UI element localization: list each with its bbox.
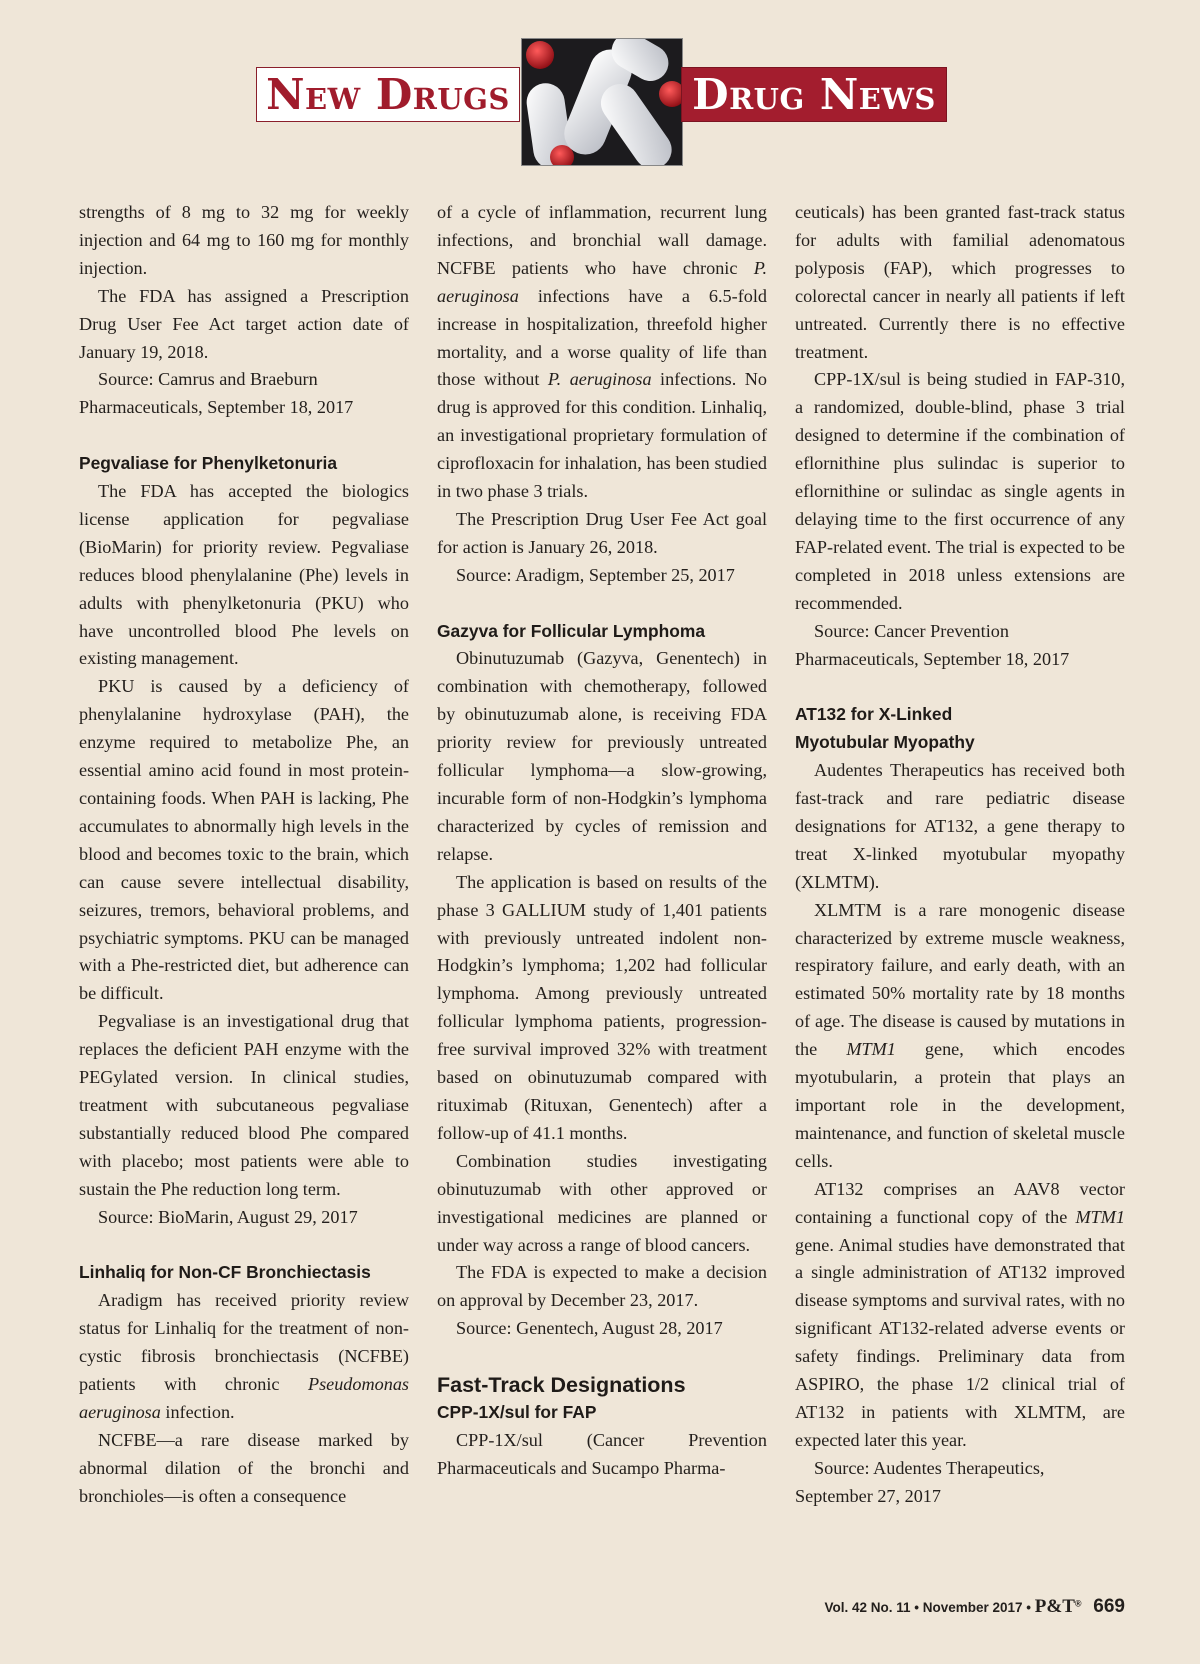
column-1	[79, 199, 409, 1511]
new-drugs-label: New Drugs	[266, 70, 510, 119]
source-line: Source: Genentech, August 28, 2017	[456, 1318, 723, 1339]
article-heading: Gazyva for Follicular Lymphoma	[437, 620, 706, 641]
page-footer	[650, 1596, 1125, 1618]
page-number: 669	[1093, 1596, 1125, 1617]
source-line: Source: BioMarin, August 29, 2017	[98, 1206, 358, 1227]
article-heading: Pegvaliase for Phenylketonuria	[79, 453, 338, 474]
section-spacer	[79, 1232, 409, 1260]
registered-mark: ®	[1074, 1598, 1082, 1609]
pills-photo	[521, 38, 683, 166]
section-spacer	[437, 590, 767, 618]
section-label-drug-news	[681, 67, 947, 122]
source-line: Source: Audentes Therapeutics, September 27, 2017	[795, 1457, 1045, 1506]
source-line: Source: Cancer Prevention Pharmaceuticals, September 18, 2017	[795, 620, 1070, 669]
issue-info: Vol. 42 No. 11 • November 2017 •	[824, 1600, 1032, 1615]
article-heading: AT132 for X-Linked	[795, 704, 953, 725]
body-paragraph: ceuticals) has been granted fast-track status for adults with familial adenomatous polyposis (FAP), which progresses to colorectal cancer in nearly all patients if left untreated. Currently there is no effective treatment.	[795, 202, 1125, 362]
body-paragraph: strengths of 8 mg to 32 mg for weekly injection and 64 mg to 160 mg for monthly injection.	[79, 202, 409, 278]
body-paragraph: AT132 comprises an AAV8 vector containing a functional copy of the MTM1 gene. Animal studies have demonstrated that a single administration of AT132 improved disease symptoms and survival rates, with no significant AT132-related adverse events or safety findings. Preliminary data from ASPIRO, the phase 1/2 clinical trial of AT132 in patients with XLMTM, are expected later this year.	[795, 1178, 1125, 1450]
pills-illustration-icon	[522, 39, 683, 166]
article-heading: CPP-1X/sul for FAP	[437, 1402, 597, 1423]
drug-news-label: Drug News	[692, 70, 936, 119]
body-paragraph: NCFBE—a rare disease marked by abnormal dilation of the bronchi and bronchioles—is often a consequence	[79, 1429, 409, 1506]
column-2	[437, 199, 767, 1483]
body-paragraph: of a cycle of inflammation, recurrent lung infections, and bronchial wall damage. NCFBE patients who have chronic P. aeruginosa infections have a 6.5-fold increase in hospitalization, threefold higher mortality, and a worse quality of life than those without P. aeruginosa infections. No drug is approved for this condition. Linhaliq, an investigational proprietary formulation of ciprofloxacin for inhalation, has been studied in two phase 3 trials.	[437, 202, 768, 502]
body-paragraph: Obinutuzumab (Gazyva, Genentech) in combination with chemotherapy, followed by obinutuzumab alone, is receiving FDA priority review for previously untreated follicular lymphoma—a slow-growing, incurable form of non-Hodgkin’s lymphoma characterized by cycles of remission and relapse.	[437, 648, 767, 864]
section-spacer	[795, 673, 1125, 701]
body-paragraph: CPP-1X/sul (Cancer Prevention Pharmaceuticals and Sucampo Pharma-	[437, 1429, 767, 1478]
section-spacer	[437, 1343, 767, 1371]
article-heading: Linhaliq for Non-CF Bronchiectasis	[79, 1262, 371, 1283]
column-3	[795, 199, 1125, 1511]
body-paragraph: PKU is caused by a deficiency of phenylalanine hydroxylase (PAH), the enzyme required to metabolize Phe, an essential amino acid found in most protein-containing foods. When PAH is lacking, Phe accumulates to abnormally high levels in the blood and becomes toxic to the brain, which can cause severe intellectual disability, seizures, tremors, behavioral problems, and psychiatric symptoms. PKU can be managed with a Phe-restricted diet, but adherence can be difficult.	[79, 676, 409, 1004]
body-paragraph: Pegvaliase is an investigational drug that replaces the deficient PAH enzyme with the PEGylated version. In clinical studies, treatment with subcutaneous pegvaliase substantially reduced blood Phe compared with placebo; most patients were able to sustain the Phe reduction long term.	[79, 1011, 409, 1199]
body-paragraph: Audentes Therapeutics has received both fast-track and rare pediatric disease designations for AT132, a gene therapy to treat X-linked myotubular myopathy (XLMTM).	[795, 760, 1125, 892]
source-line: Source: Camrus and Braeburn Pharmaceuticals, September 18, 2017	[79, 369, 354, 418]
body-paragraph: CPP-1X/sul is being studied in FAP-310, a randomized, double-blind, phase 3 trial designed to determine if the combination of eflornithine plus sulindac is superior to eflornithine or sulindac as single agents in delaying time to the first occurrence of any FAP-related event. The trial is expected to be completed in 2018 unless extensions are recommended.	[795, 369, 1125, 613]
source-line: Source: Aradigm, September 25, 2017	[456, 564, 735, 585]
journal-name: P&T	[1034, 1596, 1075, 1617]
body-paragraph: XLMTM is a rare monogenic disease characterized by extreme muscle weakness, respiratory failure, and early death, with an estimated 50% mortality rate by 18 months of age. The disease is caused by mutations in the MTM1 gene, which encodes myotubularin, a protein that plays an important role in the development, maintenance, and function of skeletal muscle cells.	[795, 899, 1125, 1171]
article-heading: Myotubular Myopathy	[795, 732, 975, 753]
body-paragraph: The application is based on results of the phase 3 GALLIUM study of 1,401 patients with previously untreated indolent non-Hodgkin’s lymphoma; 1,202 had follicular lymphoma. Among previously untreated follicular lymphoma patients, progression-free survival improved 32% with treatment based on obinutuzumab compared with rituximab (Rituxan, Genentech) after a follow-up of 41.1 months.	[437, 871, 767, 1143]
body-paragraph: The Prescription Drug User Fee Act goal for action is January 26, 2018.	[437, 508, 767, 557]
body-paragraph: Aradigm has received priority review status for Linhaliq for the treatment of non-cystic fibrosis bronchiectasis (NCFBE) patients with chronic Pseudomonas aeruginosa infection.	[79, 1290, 409, 1422]
section-label-new-drugs	[256, 67, 520, 122]
section-spacer	[79, 422, 409, 450]
body-paragraph: The FDA has accepted the biologics license application for pegvaliase (BioMarin) for priority review. Pegvaliase reduces blood phenylalanine (Phe) levels in adults with phenylketonuria (PKU) who have uncontrolled blood Phe levels on existing management.	[79, 481, 409, 669]
body-paragraph: Combination studies investigating obinutuzumab with other approved or investigational medicines are planned or under way across a range of blood cancers.	[437, 1150, 767, 1255]
section-heading: Fast-Track Designations	[437, 1373, 686, 1398]
body-paragraph: The FDA is expected to make a decision on approval by December 23, 2017.	[437, 1262, 767, 1311]
body-paragraph: The FDA has assigned a Prescription Drug User Fee Act target action date of January 19, 2018.	[79, 285, 409, 362]
